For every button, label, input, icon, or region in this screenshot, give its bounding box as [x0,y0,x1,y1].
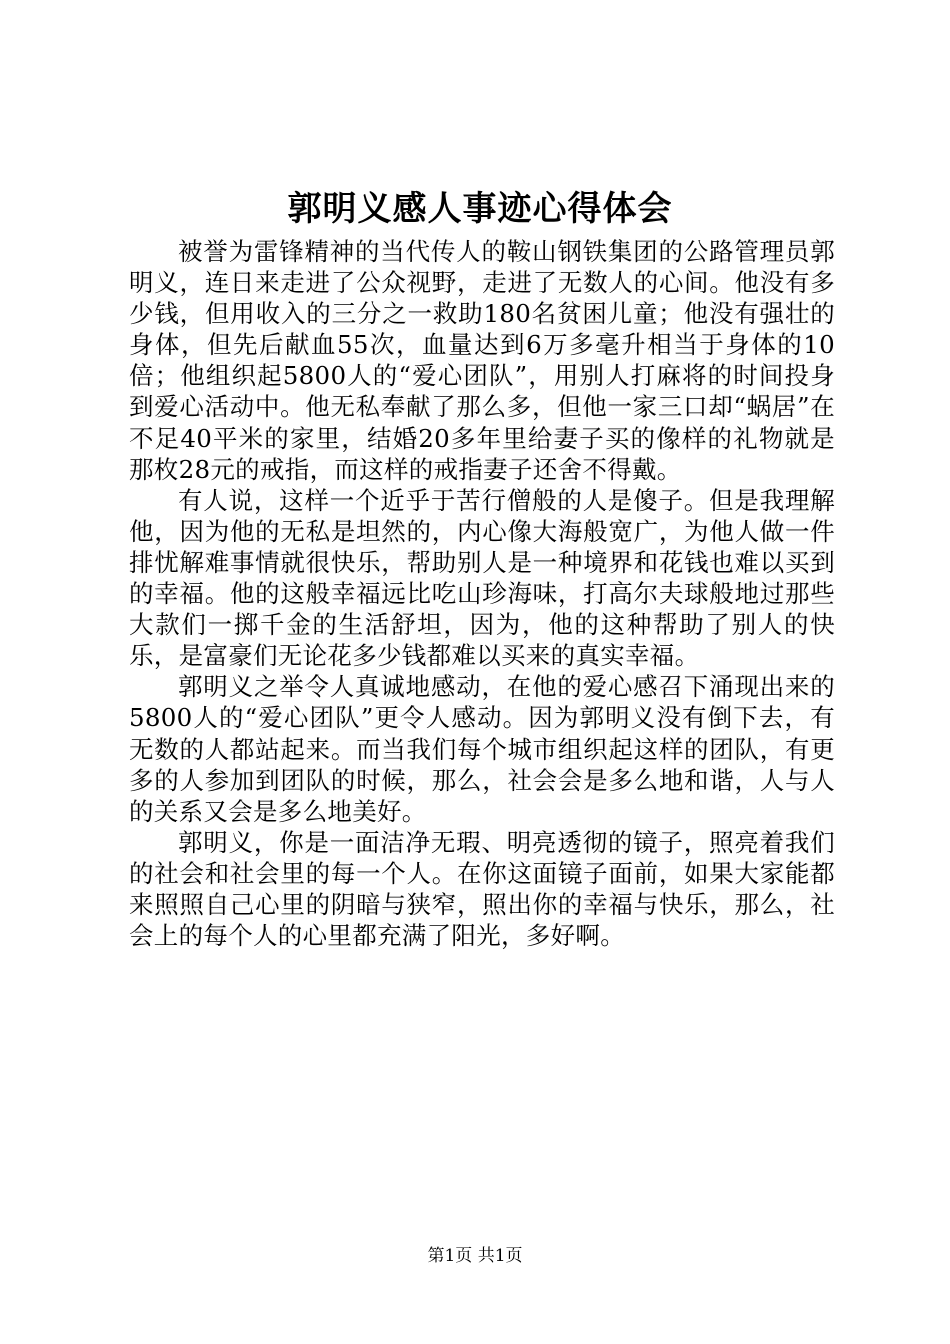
paragraph-2: 有人说，这样一个近乎于苦行僧般的人是傻子。但是我理解他，因为他的无私是坦然的，内心像大海般宽广，为他人做一件排忧解难事情就很快乐，帮助别人是一种境界和花钱也难以买到的幸福。他的这般幸福远比吃山珍海味，打高尔夫球般地过那些大款们一掷千金的生活舒坦，因为，他的这种帮助了别人的快乐，是富豪们无论花多少钱都难以买来的真实幸福。 [129,485,835,671]
page-total: 共1页 [477,1246,523,1266]
page-number: 第1页 [427,1246,473,1266]
paragraph-3: 郭明义之举令人真诚地感动，在他的爱心感召下涌现出来的5800人的“爱心团队”更令人感动。因为郭明义没有倒下去，有无数的人都站起来。而当我们每个城市组织起这样的团队，有更多的人参加到团队的时候，那么，社会会是多么地和谐，人与人的关系又会是多么地美好。 [129,672,835,826]
page-footer [0,1244,950,1268]
document-body [129,236,835,951]
paragraph-1: 被誉为雷锋精神的当代传人的鞍山钢铁集团的公路管理员郭明义，连日来走进了公众视野，走进了无数人的心间。他没有多少钱，但用收入的三分之一救助180名贫困儿童；他没有强壮的身体，但先后献血55次，血量达到6万多毫升相当于身体的10倍；他组织起5800人的“爱心团队”，用别人打麻将的时间投身到爱心活动中。他无私奉献了那么多，但他一家三口却“蜗居”在不足40平米的家里，结婚20多年里给妻子买的像样的礼物就是那枚28元的戒指，而这样的戒指妻子还舍不得戴。 [129,237,835,484]
paragraph-4: 郭明义，你是一面洁净无瑕、明亮透彻的镜子，照亮着我们的社会和社会里的每一个人。在你这面镜子面前，如果大家能都来照照自己心里的阴暗与狭窄，照出你的幸福与快乐，那么，社会上的每个人的心里都充满了阳光，多好啊。 [129,827,835,951]
document-title: 郭明义感人事迹心得体会 [287,189,673,229]
